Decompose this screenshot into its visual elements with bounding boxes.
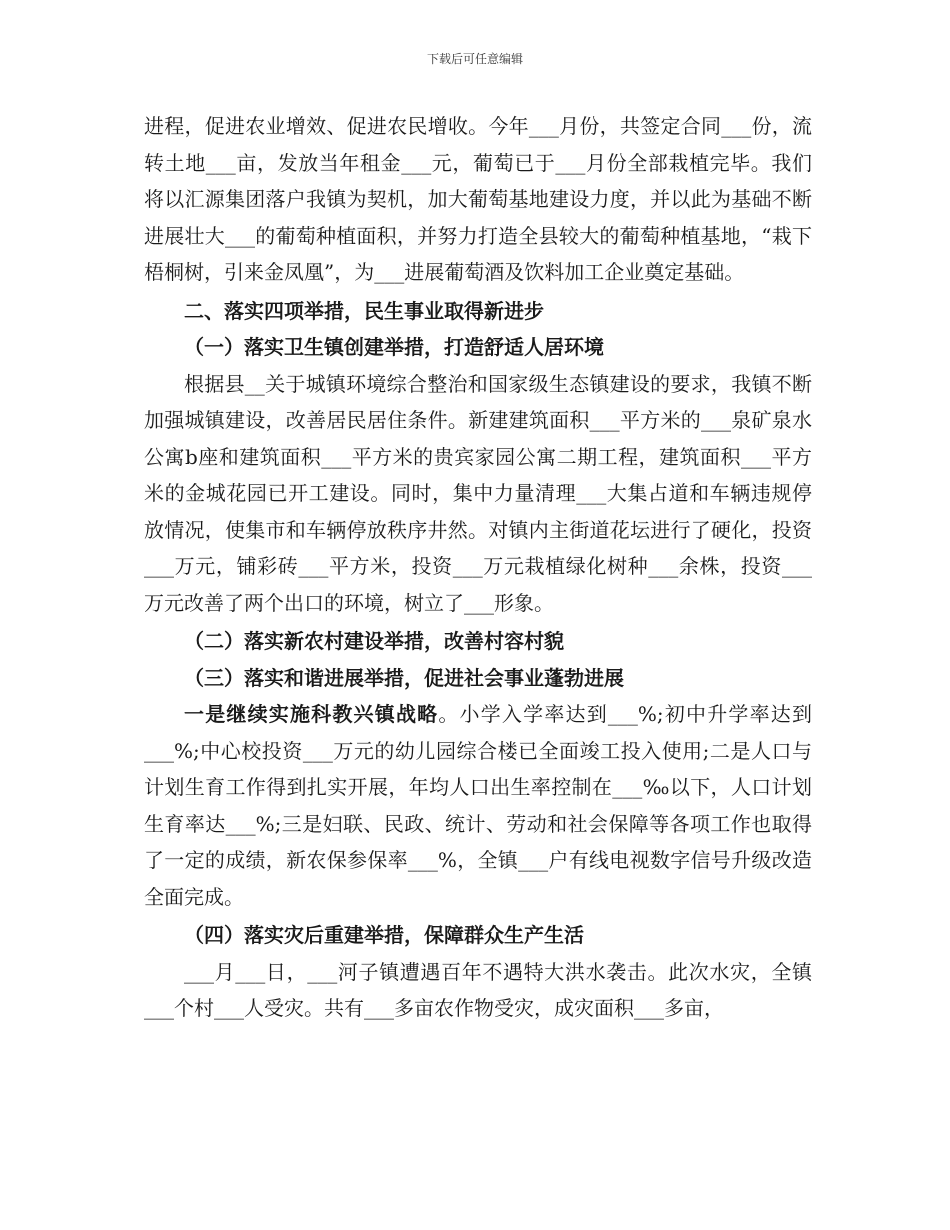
document-body [144,108,812,1027]
page-header: 下载后可任意编辑 [426,52,523,66]
paragraph-social-text: 。小学入学率达到___%;初中升学率达到___%;中心校投资___万元的幼儿园综合楼已全面竣工投入使用;二是人口与计划生育工作得到扎实开展，年均人口出生率控制在___‰以下，人口计划生育率达___%;三是妇联、民政、统计、劳动和社会保障等各项工作也取得了一定的成绩，新农保参保率___%，全镇___户有线电视数字信号升级改造全面完成。 [144,702,813,909]
paragraph-lead-bold: 一是继续实施科教兴镇战略 [184,702,439,726]
subheading-health-town: （一）落实卫生镇创建举措，打造舒适人居环境 [184,335,604,359]
paragraph-flood: ___月___日，___河子镇遭遇百年不遇特大洪水袭击。此次水灾，全镇___个村___人受灾。共有___多亩农作物受灾，成灾面积___多亩， [144,959,812,1020]
section-heading-livelihood: 二、落实四项举措，民生事业取得新进步 [184,298,544,323]
paragraph-grape-base: 进程，促进农业增效、促进农民增收。今年___月份，共签定合同___份，流转土地___亩，发放当年租金___元，葡萄已于___月份全部栽植完毕。我们将以汇源集团落户我镇为契机，加大葡萄基地建设力度，并以此为基础不断进展壮大___的葡萄种植面积，并努力打造全县较大的葡萄种植基地，“栽下梧桐树，引来金凤凰”，为___进展葡萄酒及饮料加工企业奠定基础。 [144,114,812,284]
paragraph-social-affairs [144,696,812,915]
subheading-disaster-rebuild: （四）落实灾后重建举措，保障群众生产生活 [184,923,584,947]
subheading-harmony: （三）落实和谐进展举措，促进社会事业蓬勃进展 [184,665,624,690]
paragraph-town-construction: 根据县__关于城镇环境综合整治和国家级生态镇建设的要求，我镇不断加强城镇建设，改善居民居住条件。新建建筑面积___平方米的___泉矿泉水公寓b座和建筑面积___平方米的贵宾家园公寓二期工程，建筑面积___平方米的金城花园已开工建设。同时，集中力量清理___大集占道和车辆违规停放情况，使集市和车辆停放秩序井然。对镇内主街道花坛进行了硬化，投资___万元，铺彩砖___平方米，投资___万元栽植绿化树种___余株，投资___万元改善了两个出口的环境，树立了___形象。 [144,371,812,615]
subheading-new-rural: （二）落实新农村建设举措，改善村容村貌 [184,629,564,653]
